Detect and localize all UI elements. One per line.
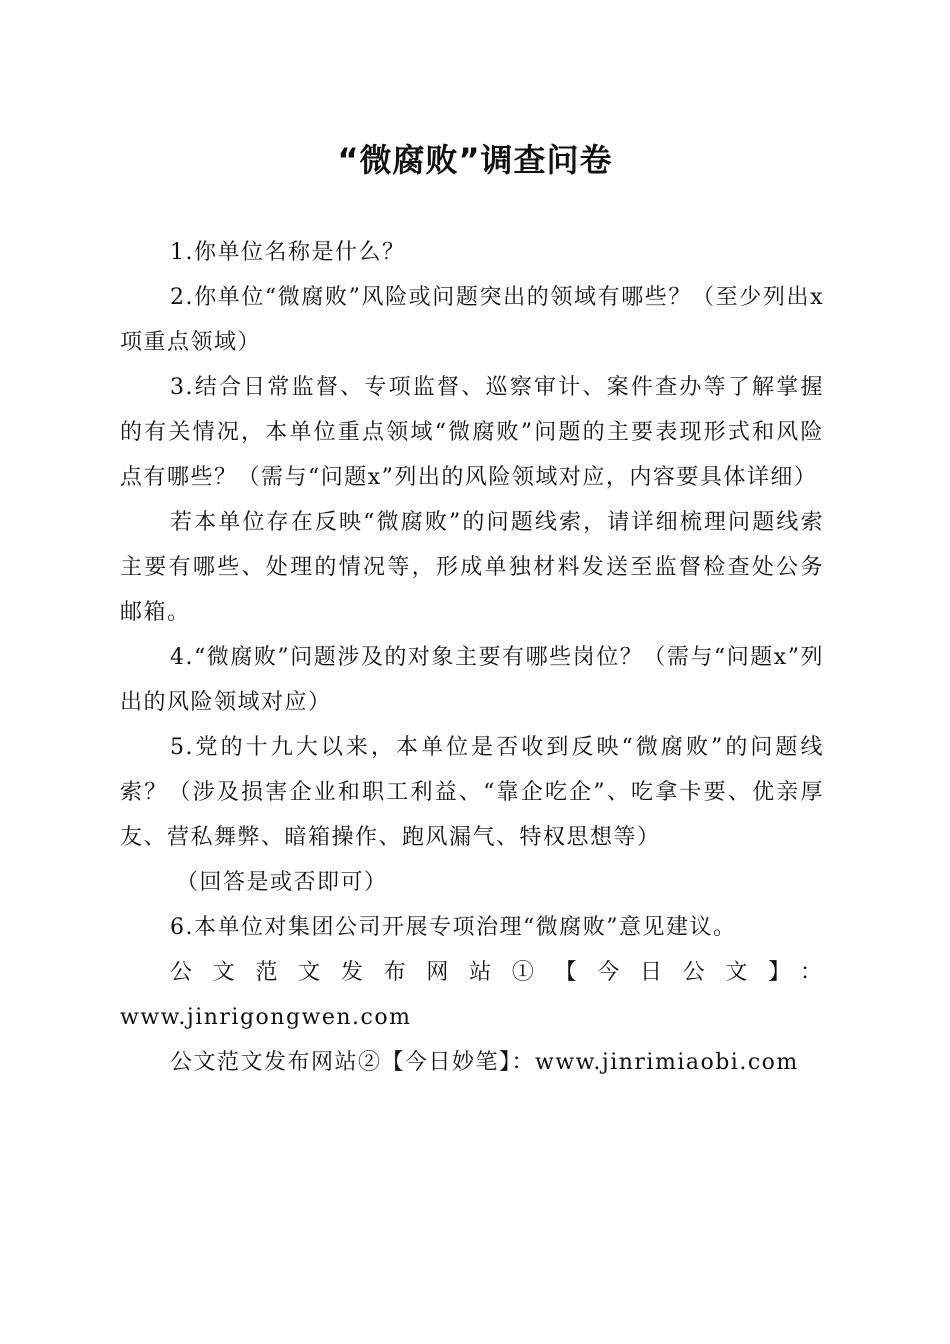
question-6: 6.本单位对集团公司开展专项治理“微腐败”意见建议。 — [170, 915, 737, 940]
question-1: 1.你单位名称是什么？ — [170, 240, 406, 265]
footer-site1-url: www.jinrigongwen.com — [120, 1005, 412, 1030]
document-body — [120, 230, 824, 1085]
clue-instruction: 若本单位存在反映“微腐败”的问题线索，请详细梳理问题线索主要有哪些、处理的情况等，形成单独材料发送至监督检查处公务邮箱。 — [120, 510, 824, 625]
answer-note: （回答是或否即可） — [176, 870, 388, 895]
question-3: 3.结合日常监督、专项监督、巡察审计、案件查办等了解掌握的有关情况，本单位重点领域“微腐败”问题的主要表现形式和风险点有哪些？（需与“问题x”列出的风险领域对应，内容要具体详细） — [120, 375, 824, 490]
footer-site1-label: 公文范文发布网站①【今日公文】： — [170, 960, 824, 985]
question-2: 2.你单位“微腐败”风险或问题突出的领域有哪些？（至少列出x项重点领域） — [120, 285, 824, 355]
footer-site2: 公文范文发布网站②【今日妙笔】：www.jinrimiaobi.com — [170, 1050, 799, 1075]
question-4: 4.“微腐败”问题涉及的对象主要有哪些岗位？（需与“问题x”列出的风险领域对应） — [120, 645, 824, 715]
question-5: 5.党的十九大以来，本单位是否收到反映“微腐败”的问题线索？（涉及损害企业和职工利益、“靠企吃企”、吃拿卡要、优亲厚友、营私舞弊、暗箱操作、跑风漏气、特权思想等） — [120, 735, 824, 850]
document-title: “微腐败”调查问卷 — [337, 141, 613, 179]
